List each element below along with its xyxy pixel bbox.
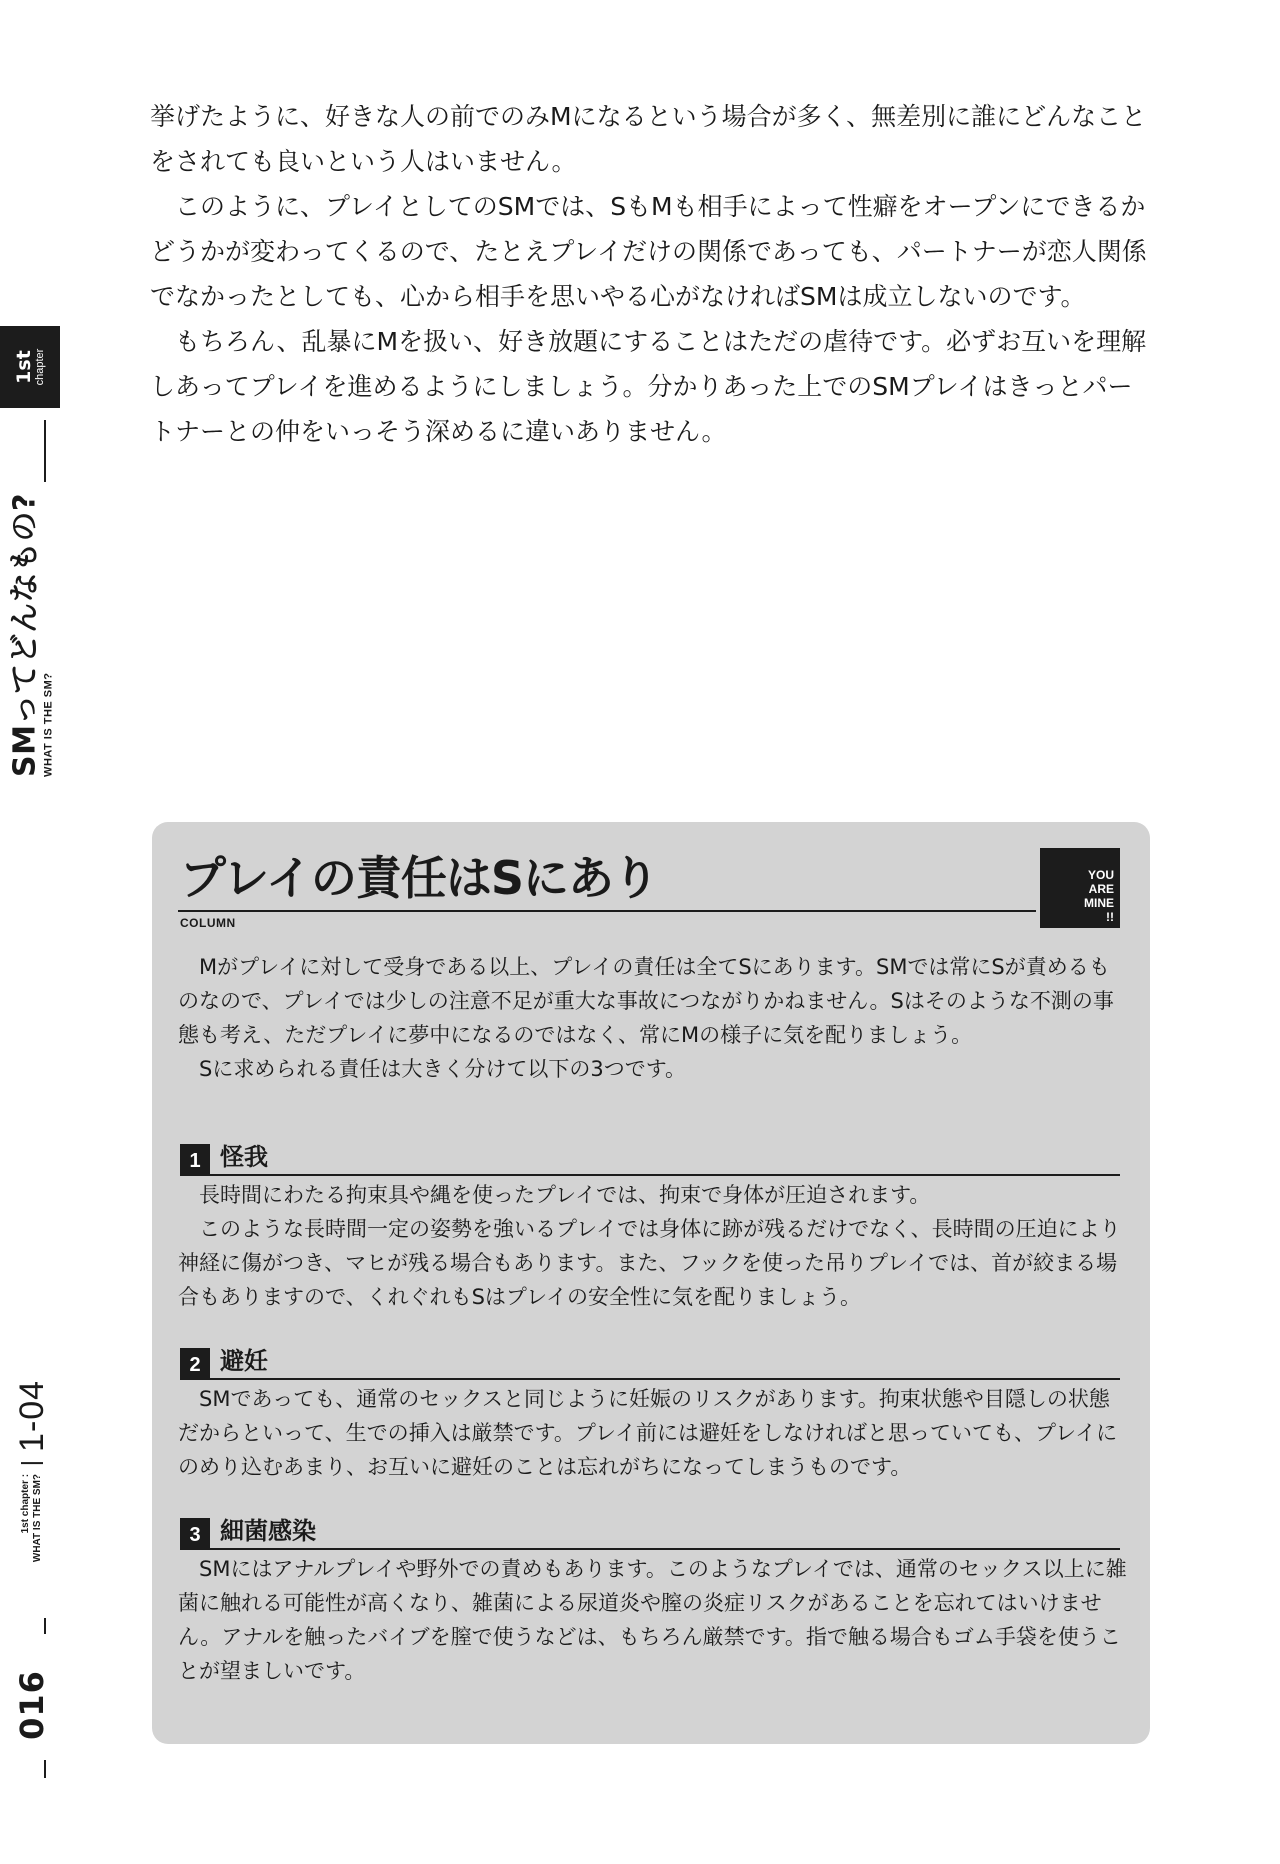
section-paragraph: SMにはアナルプレイや野外での責めもあります。このようなプレイでは、通常のセックス以上に雑菌に触れる可能性が高くなり、雑菌による尿道炎や膣の炎症リスクがあることを忘れてはいけません。アナルを触ったバイブを膣で使うなどは、もちろん厳禁です。指で触る場合もゴム手袋を使うことが望ましいです。 — [178, 1557, 1127, 1683]
section-code: 1-04 — [13, 1379, 51, 1452]
section-heading-2 — [180, 1338, 1120, 1380]
chapter-title-jp: SMってどんなもの? — [7, 493, 43, 777]
page-number: 016 — [13, 1670, 51, 1740]
section-body-1 — [178, 1178, 1128, 1314]
section-title: 避妊 — [220, 1347, 268, 1375]
chapter-title-vertical — [0, 493, 64, 777]
intro-paragraph: Mがプレイに対して受身である以上、プレイの責任は全てSにあります。SMでは常にSが責めるものなので、プレイでは少しの注意不足が重大な事故につながりかねません。Sはそのような不測の事態も考え、ただプレイに夢中になるのではなく、常にMの様子に気を配りましょう。 — [178, 955, 1114, 1047]
section-body-3 — [178, 1552, 1128, 1688]
column-title-rule — [178, 910, 1036, 912]
section-number: 3 — [180, 1518, 210, 1550]
body-paragraph: もちろん、乱暴にMを扱い、好き放題にすることはただの虐待です。必ずお互いを理解しあってプレイを進めるようにしましょう。分かりあった上でのSMプレイはきっとパートナーとの仲をいっそう深めるに違いありません。 — [150, 327, 1147, 446]
body-paragraph: 挙げたように、好きな人の前でのみMになるという場合が多く、無差別に誰にどんなことをされても良いという人はいません。 — [150, 102, 1147, 176]
section-paragraph: SMであっても、通常のセックスと同じように妊娠のリスクがあります。拘束状態や目隠しの状態だからといって、生での挿入は厳禁です。プレイ前には避妊をしなければと思っていても、プレイにのめり込むあまり、お互いに避妊のことは忘れがちになってしまうものです。 — [178, 1387, 1118, 1479]
section-number: 2 — [180, 1348, 210, 1380]
rail-divider — [44, 1760, 46, 1778]
section-heading-3 — [180, 1508, 1120, 1550]
column-box — [152, 822, 1150, 1744]
section-paragraph: 長時間にわたる拘束具や縄を使ったプレイでは、拘束で身体が圧迫されます。 — [199, 1183, 931, 1207]
you-are-mine-badge: YOU ARE MINE !! — [1040, 848, 1120, 928]
chapter-tab — [0, 326, 60, 408]
section-indicator — [0, 1336, 64, 1606]
section-chapter-label: 1st chapter : WHAT IS THE SM? — [20, 1473, 43, 1563]
column-title: プレイの責任はSにあり — [180, 851, 658, 905]
intro-paragraph: Sに求められる責任は大きく分けて以下の3つです。 — [199, 1057, 687, 1081]
column-intro — [178, 950, 1128, 1086]
section-heading-1 — [180, 1134, 1120, 1176]
section-number: 1 — [180, 1144, 210, 1176]
chapter-word: chapter — [34, 348, 46, 386]
section-title: 細菌感染 — [220, 1517, 316, 1545]
rail-divider — [44, 1618, 46, 1634]
section-paragraph: このような長時間一定の姿勢を強いるプレイでは身体に跡が残るだけでなく、長時間の圧迫により神経に傷がつき、マヒが残る場合もあります。また、フックを使った吊りプレイでは、首が絞まる場合もありますので、くれぐれもSはプレイの安全性に気を配りましょう。 — [178, 1217, 1121, 1309]
section-body-2 — [178, 1382, 1128, 1484]
body-paragraph: このように、プレイとしてのSMでは、SもMも相手によって性癖をオープンにできるかどうかが変わってくるので、たとえプレイだけの関係であっても、パートナーが恋人関係でなかったとしても、心から相手を思いやる心がなければSMは成立しないのです。 — [150, 192, 1147, 311]
chapter-number: 1st — [13, 350, 35, 384]
section-title: 怪我 — [220, 1143, 268, 1171]
rail-divider — [44, 420, 46, 482]
column-label: COLUMN — [180, 916, 236, 930]
main-body-text — [150, 94, 1150, 454]
section-divider — [21, 1462, 43, 1464]
chapter-title-en: WHAT IS THE SM? — [42, 672, 55, 777]
